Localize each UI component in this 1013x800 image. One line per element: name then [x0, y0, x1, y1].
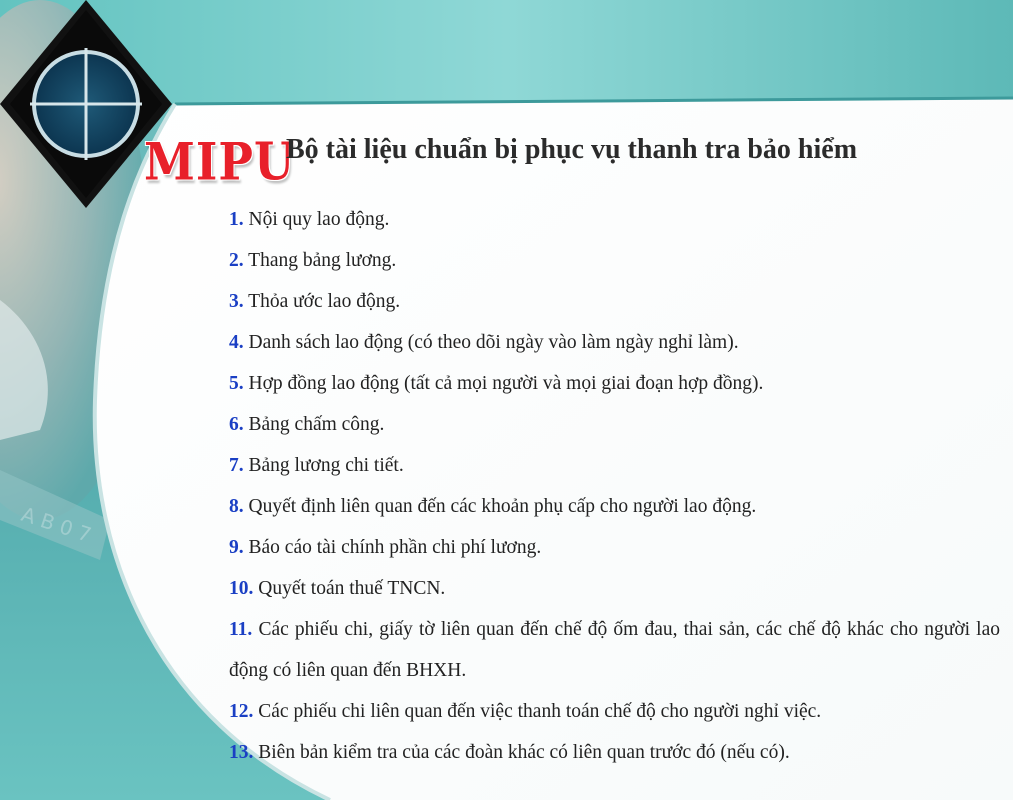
item-number: 12. [229, 701, 254, 722]
list-item [229, 568, 1000, 609]
list-item [229, 527, 1000, 568]
item-number: 13. [229, 742, 254, 763]
list-item [229, 363, 1000, 404]
item-text: Các phiếu chi liên quan đến việc thanh toán chế độ cho người nghỉ việc. [258, 701, 822, 722]
item-text: Thang bảng lương. [248, 250, 397, 271]
item-text: Bảng lương chi tiết. [248, 455, 404, 476]
item-number: 3. [229, 291, 244, 312]
item-number: 9. [229, 537, 244, 558]
item-number: 8. [229, 496, 244, 517]
item-text: Hợp đồng lao động (tất cả mọi người và mọi giai đoạn hợp đồng). [248, 373, 764, 394]
item-text: Thỏa ước lao động. [248, 291, 401, 312]
page-title: Bộ tài liệu chuẩn bị phục vụ thanh tra bảo hiểm [286, 134, 858, 165]
item-text: Nội quy lao động. [248, 209, 390, 230]
item-number: 4. [229, 332, 244, 353]
list-item [229, 732, 1000, 773]
item-number: 10. [229, 578, 254, 599]
item-text: Biên bản kiểm tra của các đoàn khác có liên quan trước đó (nếu có). [258, 742, 790, 763]
list-item [229, 486, 1000, 527]
list-item [229, 322, 1000, 363]
item-text: Báo cáo tài chính phần chi phí lương. [248, 537, 542, 558]
item-text: Các phiếu chi, giấy tờ liên quan đến chế độ ốm đau, thai sản, các chế độ khác cho người lao động có liên quan đến BHXH. [229, 619, 1001, 681]
item-text: Quyết toán thuế TNCN. [258, 578, 446, 599]
list-item [229, 609, 1000, 691]
item-text: Bảng chấm công. [248, 414, 385, 435]
item-number: 2. [229, 250, 244, 271]
list-item [229, 240, 1000, 281]
item-text: Danh sách lao động (có theo dõi ngày vào làm ngày nghỉ làm). [248, 332, 739, 353]
item-number: 1. [229, 209, 244, 230]
svg-text:A B 0 7: A B 0 7 [18, 501, 95, 547]
list-item [229, 404, 1000, 445]
list-item [229, 281, 1000, 322]
item-text: Quyết định liên quan đến các khoản phụ cấp cho người lao động. [248, 496, 757, 517]
item-number: 7. [229, 455, 244, 476]
brand-logo: MIPU [144, 131, 296, 192]
list-item [229, 199, 1000, 240]
document-list [229, 199, 1000, 773]
item-number: 6. [229, 414, 244, 435]
list-item [229, 445, 1000, 486]
list-item [229, 691, 1000, 732]
item-number: 5. [229, 373, 244, 394]
item-number: 11. [229, 619, 253, 640]
